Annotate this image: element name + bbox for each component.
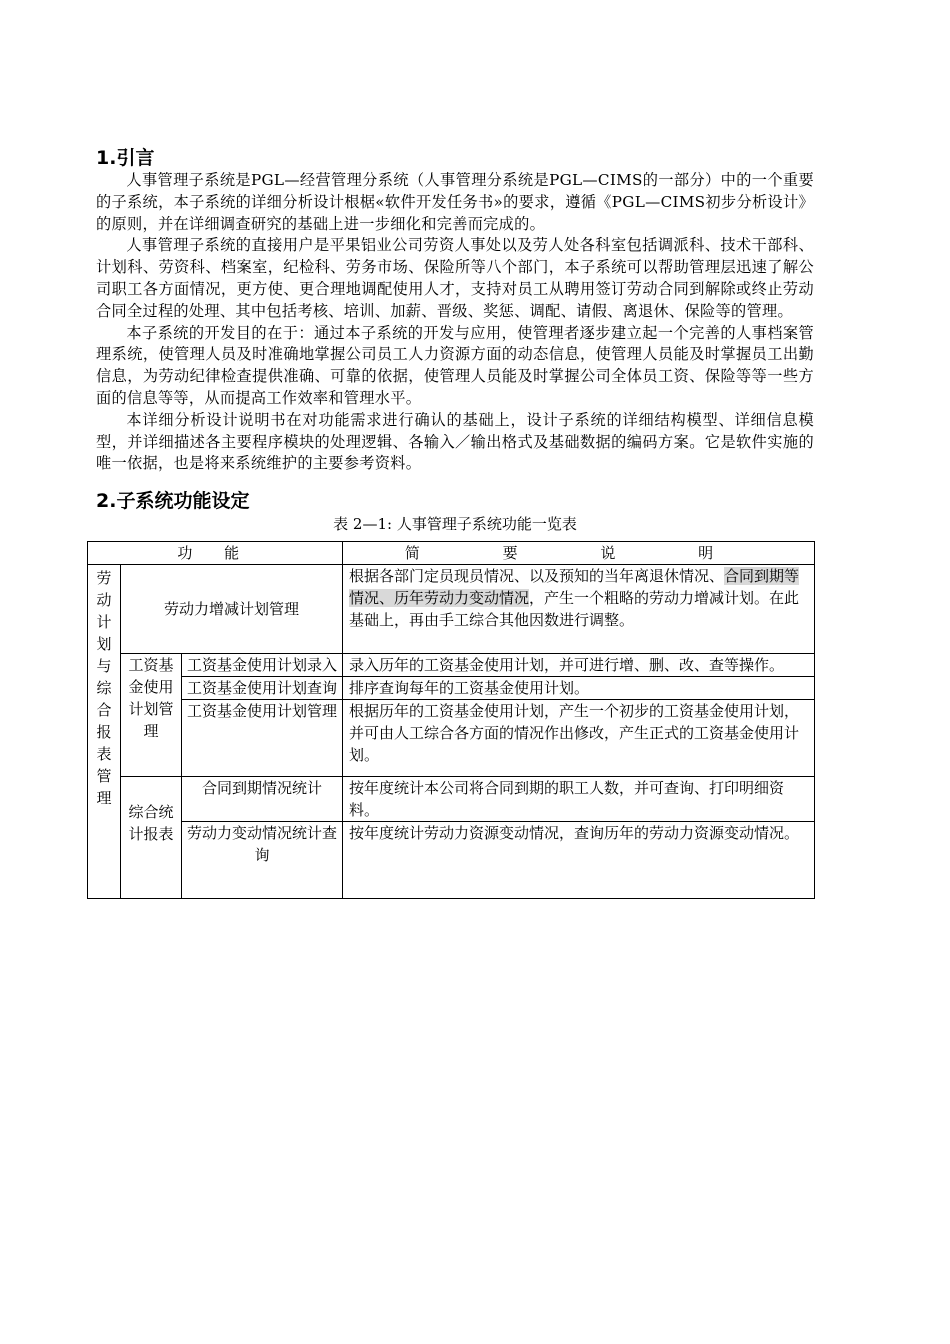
group-label: 劳动计划与综合报表管理 [96, 569, 112, 808]
intro-paragraph-1: 人事管理子系统是PGL—经营管理分系统（人事管理分系统是PGL—CIMS的一部分）中的一个重要的子系统，本子系统的详细分析设计根椐«软件开发任务书»的要求，遵循《PGL—CIMS初步分析设计》的原则，并在详细调查研究的基础上进一步细化和完善而完成的。 [96, 171, 814, 233]
description-cell: 按年度统计本公司将合同到期的职工人数，并可查询、打印明细资料。 [343, 777, 815, 822]
table-row [88, 565, 815, 654]
function-table [87, 541, 815, 899]
section-2-heading: 2.子系统功能设定 [96, 490, 250, 513]
function-cell: 工资基金使用计划管理 [182, 700, 343, 777]
intro-paragraph-4: 本详细分析设计说明书在对功能需求进行确认的基础上，设计子系统的详细结构模型、详细信息模型，并详细描述各主要程序模块的处理逻辑、各输入／输出格式及基础数据的编码方案。它是软件实施的唯一依据，也是将来系统维护的主要参考资料。 [96, 410, 814, 473]
function-cell: 合同到期情况统计 [182, 777, 343, 822]
section-1-heading: 1.引言 [96, 147, 155, 169]
table-row [88, 777, 815, 822]
description-cell: 排序查询每年的工资基金使用计划。 [343, 677, 815, 700]
function-cell: 劳动力增减计划管理 [121, 565, 343, 654]
description-cell: 根据各部门定员现员情况、以及预知的当年离退休情况、合同到期等情况、历年劳动力变动情况，产生一个粗略的劳动力增减计划。在此基础上，再由手工综合其他因数进行调整。 [343, 565, 815, 654]
table-row [88, 822, 815, 899]
table-header-row [88, 542, 815, 565]
description-cell: 按年度统计劳动力资源变动情况，查询历年的劳动力资源变动情况。 [343, 822, 815, 899]
description-cell: 根据历年的工资基金使用计划，产生一个初步的工资基金使用计划，并可由人工综合各方面的情况作出修改，产生正式的工资基金使用计划。 [343, 700, 815, 777]
function-cell: 劳动力变动情况统计查询 [182, 822, 343, 899]
group-report: 综合统计报表 [121, 777, 182, 899]
intro-paragraph-2: 人事管理子系统的直接用户是平果铝业公司劳资人事处以及劳人处各科室包括调派科、技术干部科、计划科、劳资科、档案室，纪检科、劳务市场、保险所等八个部门，本子系统可以帮助管理层迅速了解公司职工各方面情况，更方使、更合理地调配使用人才，支持对员工从聘用签订劳动合同到解除或终止劳动合同全过程的处理、其中包括考核、培训、加薪、晋级、奖惩、调配、请假、离退休、保险等的管理。 [96, 236, 814, 320]
document-page [96, 146, 814, 899]
highlighted-text: 合同到期等情况、历年劳动力变动情况 [349, 567, 800, 608]
description-cell: 录入历年的工资基金使用计划，并可进行增、删、改、查等操作。 [343, 654, 815, 677]
table-row [88, 654, 815, 677]
group-wage-fund: 工资基金使用计划管理 [121, 654, 182, 777]
intro-paragraph-3: 本子系统的开发目的在于：通过本子系统的开发与应用，使管理者逐步建立起一个完善的人事档案管理系统，使管理人员及时准确地掌握公司员工人力资源方面的动态信息，使管理人员能及时掌握员工出勤信息，为劳动纪律检查提供准确、可靠的依据，使管理人员能及时掌握公司全体员工资、保险等等一些方面的信息等等，从而提高工作效率和管理水平。 [96, 323, 814, 407]
function-cell: 工资基金使用计划查询 [182, 677, 343, 700]
table-row [88, 677, 815, 700]
group-labor-plan-report [88, 565, 121, 899]
table-row [88, 700, 815, 777]
function-cell: 工资基金使用计划录入 [182, 654, 343, 677]
header-description: 简 要 说 明 [343, 542, 815, 565]
table-caption: 表 2—1: 人事管理子系统功能一览表 [333, 515, 577, 534]
header-function: 功 能 [88, 542, 343, 565]
